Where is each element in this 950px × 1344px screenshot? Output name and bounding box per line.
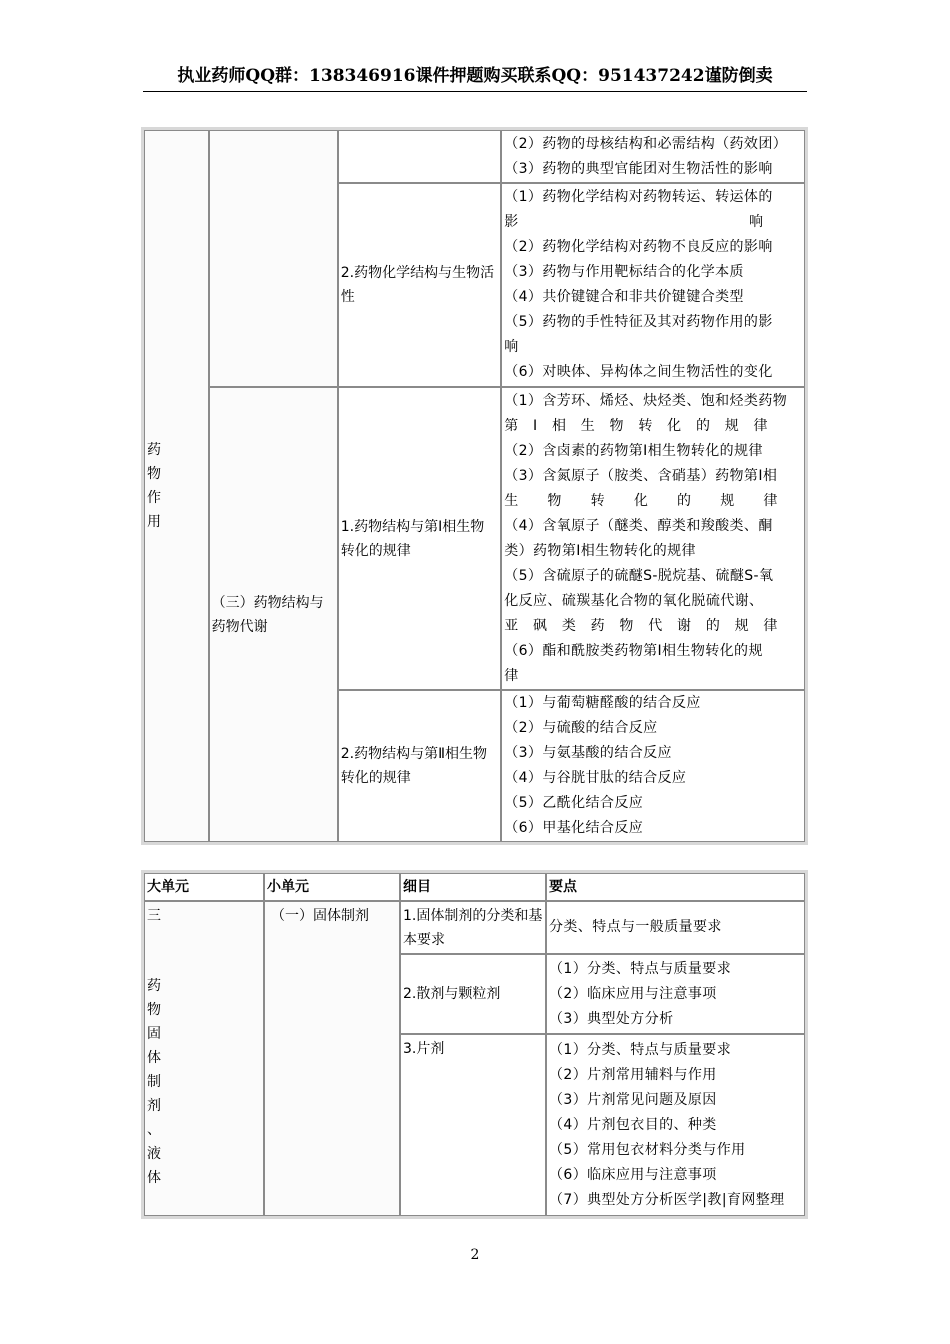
header-rule bbox=[143, 91, 807, 92]
syllabus-table bbox=[141, 870, 808, 1219]
detail-cell: 3.片剂 bbox=[400, 1034, 546, 1216]
column-header: 大单元 bbox=[144, 873, 264, 901]
points-cell: （1）含芳环、烯烃、炔烃类、饱和烃类药物 第 Ⅰ 相 生 物 转 化 的 规 律 （2）含卤素的药物第Ⅰ相生物转化的规律 （3）含氮原子（胺类、含硝基）药物第Ⅰ相 生 物 转 化 的 规 律 （4）含氧原子（醚类、醇类和羧酸类、酮 类）药物第Ⅰ相生物转化的规律 （5）含硫原子的硫醚S-脱烷基、硫醚S-氧 化反应、硫羰基化合物的氧化脱硫代谢、 亚 砜 类 药 物 代 谢 的 规 律 （6）酯和酰胺类药物第Ⅰ相生物转化的规 律 bbox=[501, 387, 805, 690]
detail-cell: 2.散剂与颗粒剂 bbox=[400, 954, 546, 1035]
table-row bbox=[144, 901, 805, 953]
page-header: 执业药师QQ群：138346916课件押题购买联系QQ：951437242谨防倒卖 bbox=[177, 66, 773, 86]
detail-cell: 2.药物化学结构与生物活性 bbox=[338, 183, 501, 387]
syllabus-table-continued bbox=[141, 127, 808, 845]
detail-cell: 2.药物结构与第Ⅱ相生物转化的规律 bbox=[338, 690, 501, 842]
sub-unit-cell: （一）固体制剂 bbox=[264, 901, 400, 1216]
unit-cell: 药 物 作 用 bbox=[144, 130, 209, 842]
points-cell: （2）药物的母核结构和必需结构（药效团） （3）药物的典型官能团对生物活性的影响 bbox=[501, 130, 805, 183]
sub-unit-cell: （三）药物结构与药物代谢 bbox=[209, 387, 338, 842]
page-number: 2 bbox=[470, 1247, 480, 1263]
table-row bbox=[144, 130, 805, 183]
column-header: 细目 bbox=[400, 873, 546, 901]
points-cell: 分类、特点与一般质量要求 bbox=[546, 901, 805, 953]
detail-cell: 1.药物结构与第Ⅰ相生物转化的规律 bbox=[338, 387, 501, 690]
detail-cell: 1.固体制剂的分类和基本要求 bbox=[400, 901, 546, 953]
unit-cell: 三 药 物 固 体 制 剂 、 液 体 bbox=[144, 901, 264, 1216]
points-cell: （1）药物化学结构对药物转运、转运体的 影 响 （2）药物化学结构对药物不良反应的影响 （3）药物与作用靶标结合的化学本质 （4）共价键键合和非共价键键合类型 （5）药物的手性特征及其对药物作用的影 响 （6）对映体、异构体之间生物活性的变化 bbox=[501, 183, 805, 387]
detail-cell bbox=[338, 130, 501, 183]
table-header-row bbox=[144, 873, 805, 901]
points-cell: （1）分类、特点与质量要求 （2）临床应用与注意事项 （3）典型处方分析 bbox=[546, 954, 805, 1035]
column-header: 要点 bbox=[546, 873, 805, 901]
column-header: 小单元 bbox=[264, 873, 400, 901]
points-cell: （1）与葡萄糖醛酸的结合反应 （2）与硫酸的结合反应 （3）与氨基酸的结合反应 （4）与谷胱甘肽的结合反应 （5）乙酰化结合反应 （6）甲基化结合反应 bbox=[501, 690, 805, 842]
sub-unit-cell bbox=[209, 130, 338, 387]
table-row bbox=[144, 387, 805, 690]
points-cell: （1）分类、特点与质量要求 （2）片剂常用辅料与作用 （3）片剂常见问题及原因 （4）片剂包衣目的、种类 （5）常用包衣材料分类与作用 （6）临床应用与注意事项 （7）典型处方分析医学|教|育网整理 bbox=[546, 1034, 805, 1216]
